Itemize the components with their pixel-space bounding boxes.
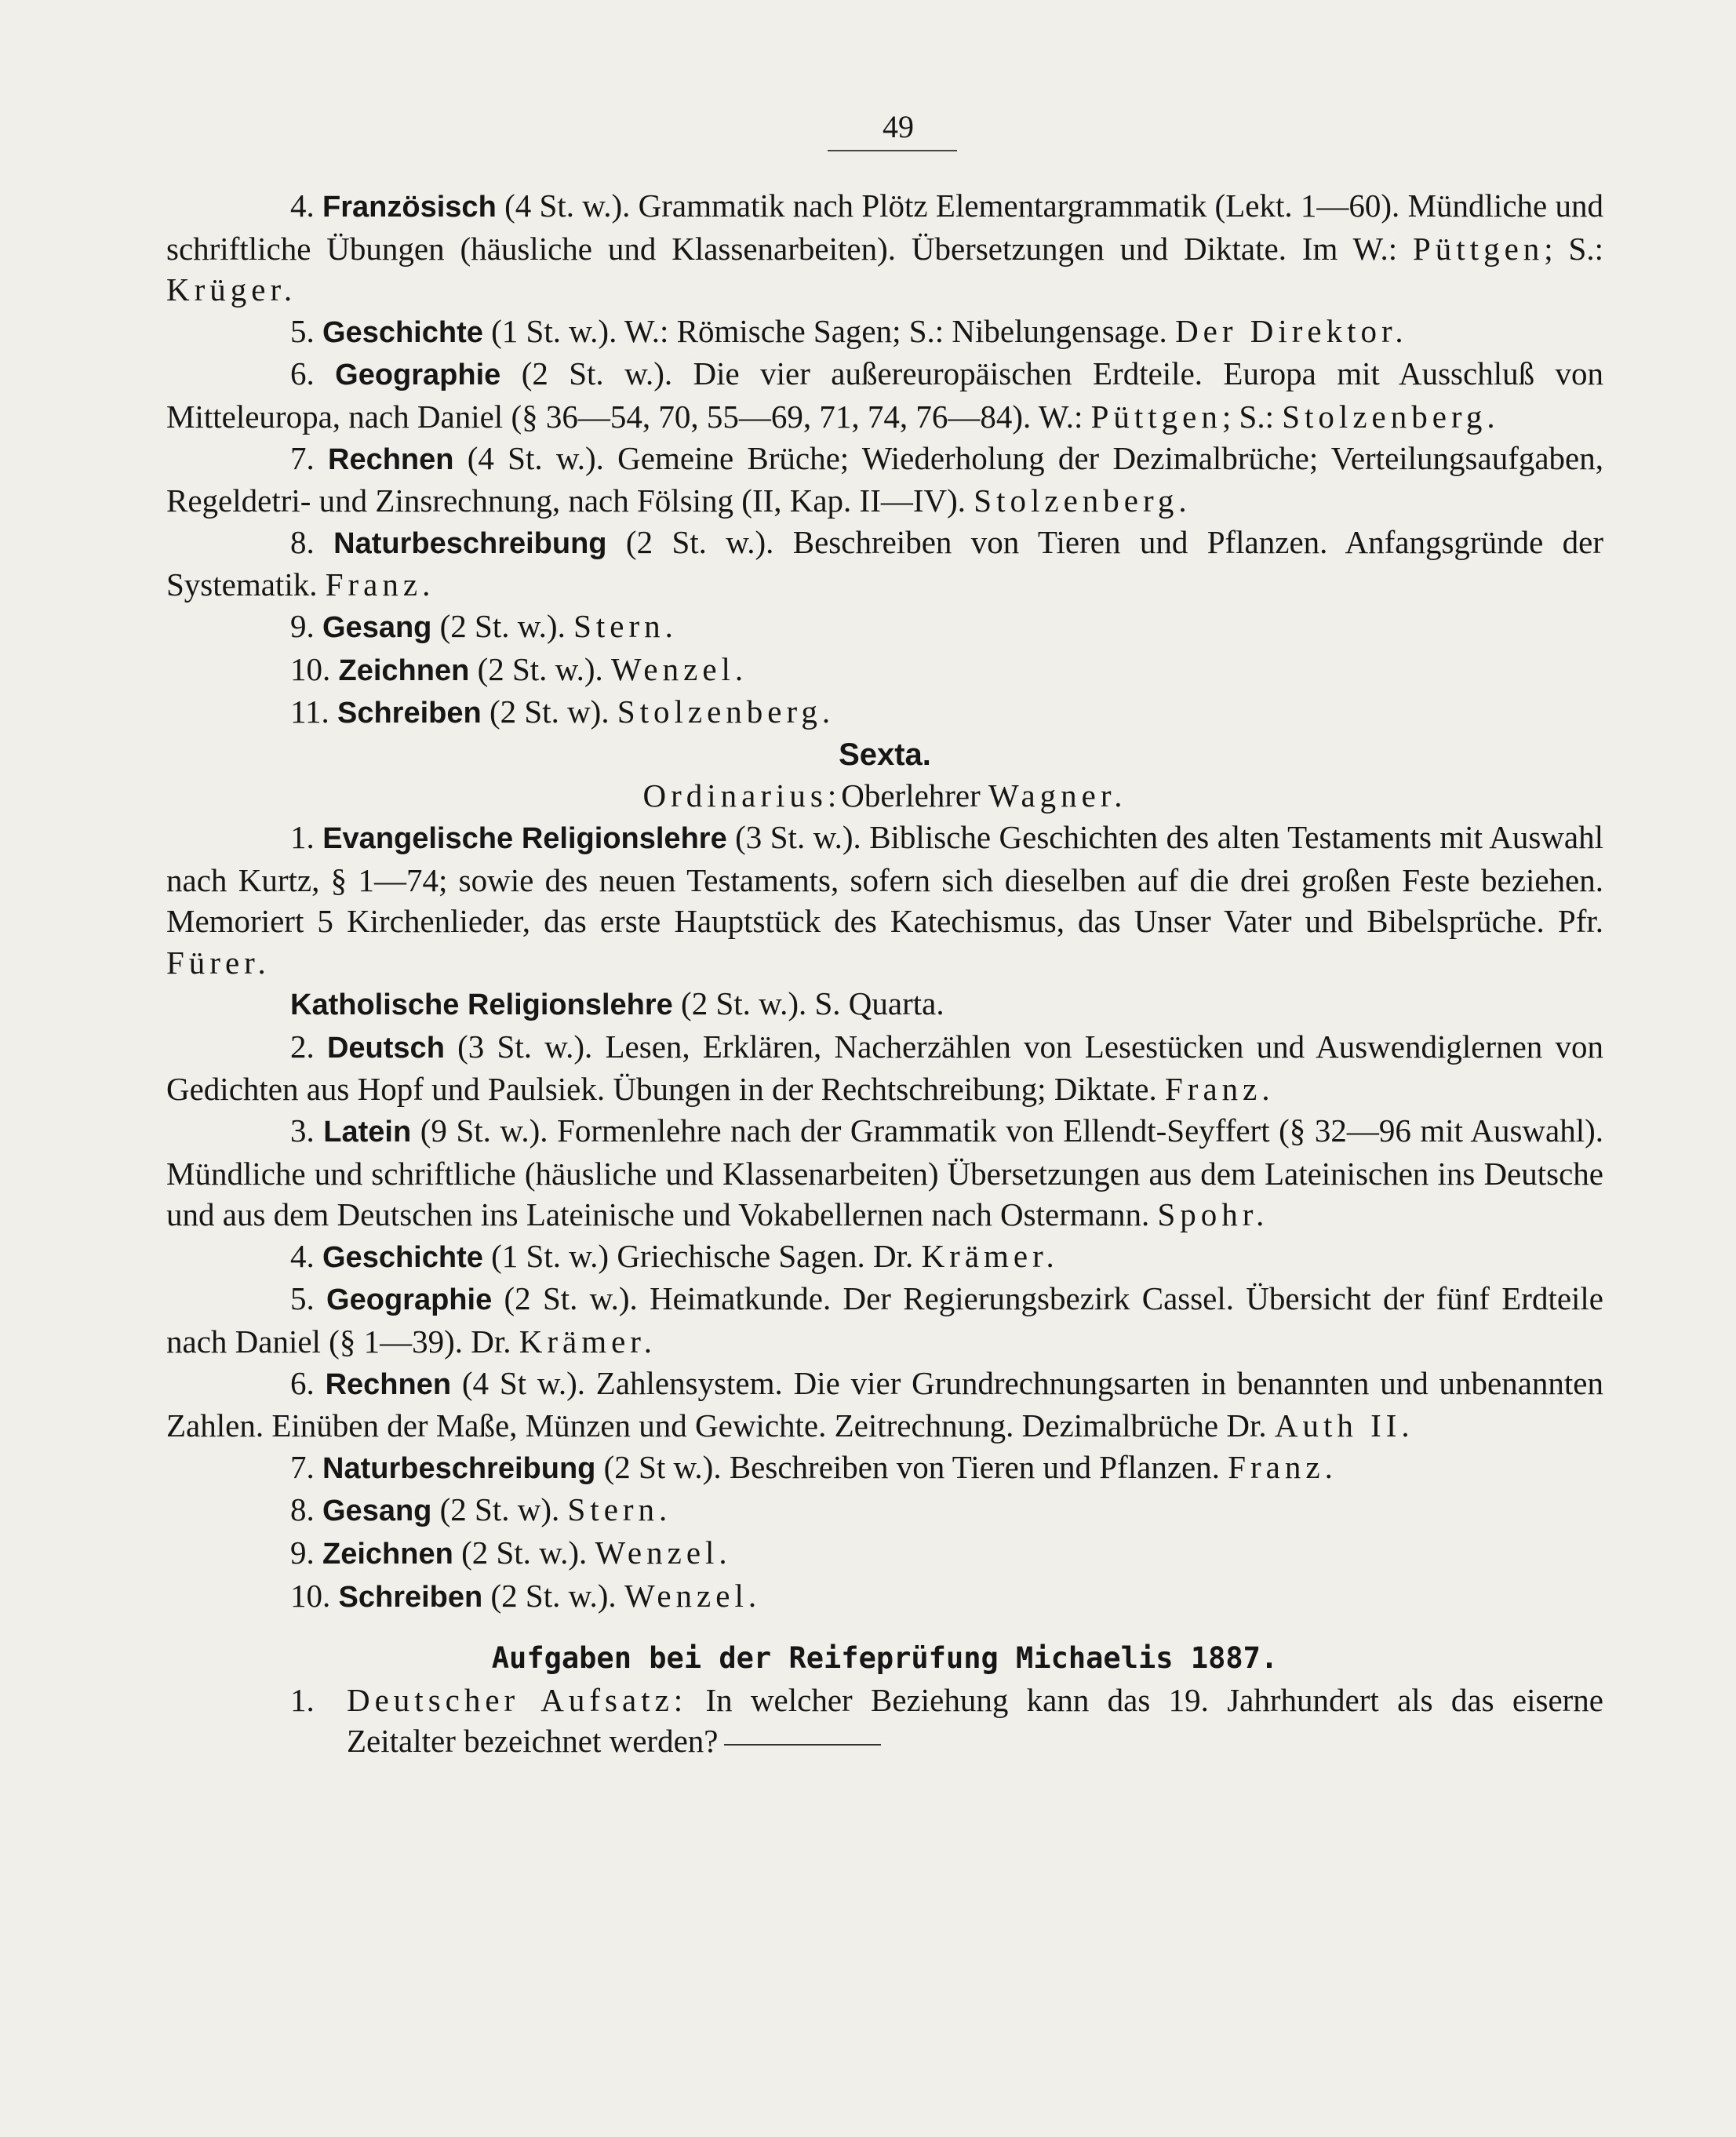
- item-naturbeschreibung-sexta: 7. Naturbeschreibung (2 St w.). Beschreiben von Tieren und Pflanzen. Franz.: [290, 1448, 1337, 1485]
- item-franzoesisch: 4. Französisch (4 St. w.). Grammatik nach Plötz Elementargrammatik (Lekt. 1—60). Mündliche und schriftliche Übungen (häusliche und Klassenarbeiten). Übersetzungen und Diktate. Im W.: Püttgen; S.: Krüger.: [166, 187, 1604, 308]
- end-rule: [724, 1744, 881, 1746]
- item-schreiben-sexta: 10. Schreiben (2 St. w.). Wenzel.: [290, 1577, 762, 1614]
- ordinarius-line: Ordinarius:Oberlehrer Wagner.: [642, 777, 1127, 814]
- subject-label: Evangelische Religionslehre: [322, 821, 727, 855]
- item-geographie: 6. Geographie (2 St. w.). Die vier außereuropäischen Erdteile. Europa mit Ausschluß von Mitteleuropa, nach Daniel (§ 36—54, 70, 55—69, 71, 74, 76—84). W.: Püttgen; S.: Stolzenberg.: [166, 355, 1603, 435]
- page-number-rule: [828, 150, 957, 151]
- subject-label: Geographie: [335, 359, 501, 392]
- exam-task-1: 1. Deutscher Aufsatz: In welcher Beziehung kann das 19. Jahrhundert als das eiserne Zeitalter bezeichnet werden?: [290, 1681, 1603, 1760]
- item-latein: 3. Latein (9 St. w.). Formenlehre nach der Grammatik von Ellendt-Seyffert (§ 32—96 mit Auswahl). Mündliche und schriftliche (häusliche und Klassenarbeiten) Übersetzungen aus dem Lateinischen ins Deutsche und aus dem Deutschen ins Lateinische und Vokabellernen nach Ostermann. Spohr.: [166, 1112, 1604, 1233]
- subject-label: Deutsch: [326, 1031, 445, 1065]
- item-rechnen: 7. Rechnen (4 St. w.). Gemeine Brüche; Wiederholung der Dezimalbrüche; Verteilungsaufgaben, Regeldetri- und Zinsrechnung, nach Fölsing (II, Kap. II—IV). Stolzenberg.: [166, 439, 1604, 519]
- item-rechnen-sexta: 6. Rechnen (4 St w.). Zahlensystem. Die vier Grundrechnungsarten in benannten und unbenannten Zahlen. Einüben der Maße, Münzen und Gewichte. Zeitrechnung. Dezimalbrüche Dr. Auth II.: [166, 1364, 1604, 1444]
- item-gesang-sexta: 8. Gesang (2 St. w). Stern.: [290, 1491, 672, 1528]
- subject-label: Geschichte: [322, 1240, 483, 1274]
- subject-label: Geschichte: [322, 315, 483, 349]
- item-zeichnen-sexta: 9. Zeichnen (2 St. w.). Wenzel.: [290, 1534, 732, 1571]
- item-deutsch: 2. Deutsch (3 St. w.). Lesen, Erklären, Nacherzählen von Lesestücken und Auswendiglernen von Gedichten aus Hopf und Paulsiek. Übungen in der Rechtschreibung; Diktate. Franz.: [166, 1028, 1604, 1108]
- subject-label: Zeichnen: [338, 653, 470, 687]
- subject-label: Rechnen: [328, 442, 454, 476]
- subject-label: Schreiben: [338, 1580, 483, 1614]
- section-heading-reifepruefung: Aufgaben bei der Reifeprüfung Michaelis 1887.: [491, 1641, 1279, 1676]
- item-geschichte-sexta: 4. Geschichte (1 St. w.) Griechische Sagen. Dr. Krämer.: [290, 1237, 1059, 1274]
- subject-label: Zeichnen: [322, 1538, 453, 1571]
- body-text: [166, 185, 1603, 1762]
- item-gesang: 9. Gesang (2 St. w.). Stern.: [290, 607, 678, 644]
- subject-label: Naturbeschreibung: [333, 526, 607, 560]
- item-schreiben: 11. Schreiben (2 St. w). Stolzenberg.: [290, 694, 835, 730]
- subject-label: Schreiben: [337, 697, 482, 730]
- item-geographie-sexta: 5. Geographie (2 St. w.). Heimatkunde. Der Regierungsbezirk Cassel. Übersicht der fünf Erdteile nach Daniel (§ 1—39). Dr. Krämer.: [166, 1280, 1604, 1360]
- item-geschichte: 5. Geschichte (1 St. w.). W.: Römische Sagen; S.: Nibelungensage. Der Direktor.: [290, 312, 1408, 349]
- subject-label: Rechnen: [325, 1367, 452, 1401]
- item-zeichnen: 10. Zeichnen (2 St. w.). Wenzel.: [290, 650, 748, 687]
- item-kath-religion: Katholische Religionslehre (2 St. w.). S. Quarta.: [290, 985, 944, 1022]
- subject-label: Französisch: [322, 191, 497, 224]
- item-naturbeschreibung: 8. Naturbeschreibung (2 St. w.). Beschreiben von Tieren und Pflanzen. Anfangsgründe der Systematik. Franz.: [166, 523, 1604, 603]
- subject-label: Naturbeschreibung: [322, 1451, 596, 1485]
- subject-label: Katholische Religionslehre: [290, 988, 673, 1022]
- section-heading-sexta: Sexta.: [839, 737, 931, 772]
- page-number: 49: [883, 109, 914, 144]
- subject-label: Latein: [323, 1116, 412, 1149]
- item-ev-religion: 1. Evangelische Religionslehre (3 St. w.). Biblische Geschichten des alten Testaments mit Auswahl nach Kurtz, § 1—74; sowie des neuen Testaments, sofern sich dieselben auf die drei großen Feste beziehen. Memoriert 5 Kirchenlieder, das erste Hauptstück des Katechismus, das Unser Vater und Bibelsprüche. Pfr. Fürer.: [166, 818, 1604, 981]
- subject-label: Geographie: [326, 1283, 493, 1317]
- subject-label: Gesang: [322, 610, 432, 644]
- subject-label: Gesang: [322, 1494, 432, 1528]
